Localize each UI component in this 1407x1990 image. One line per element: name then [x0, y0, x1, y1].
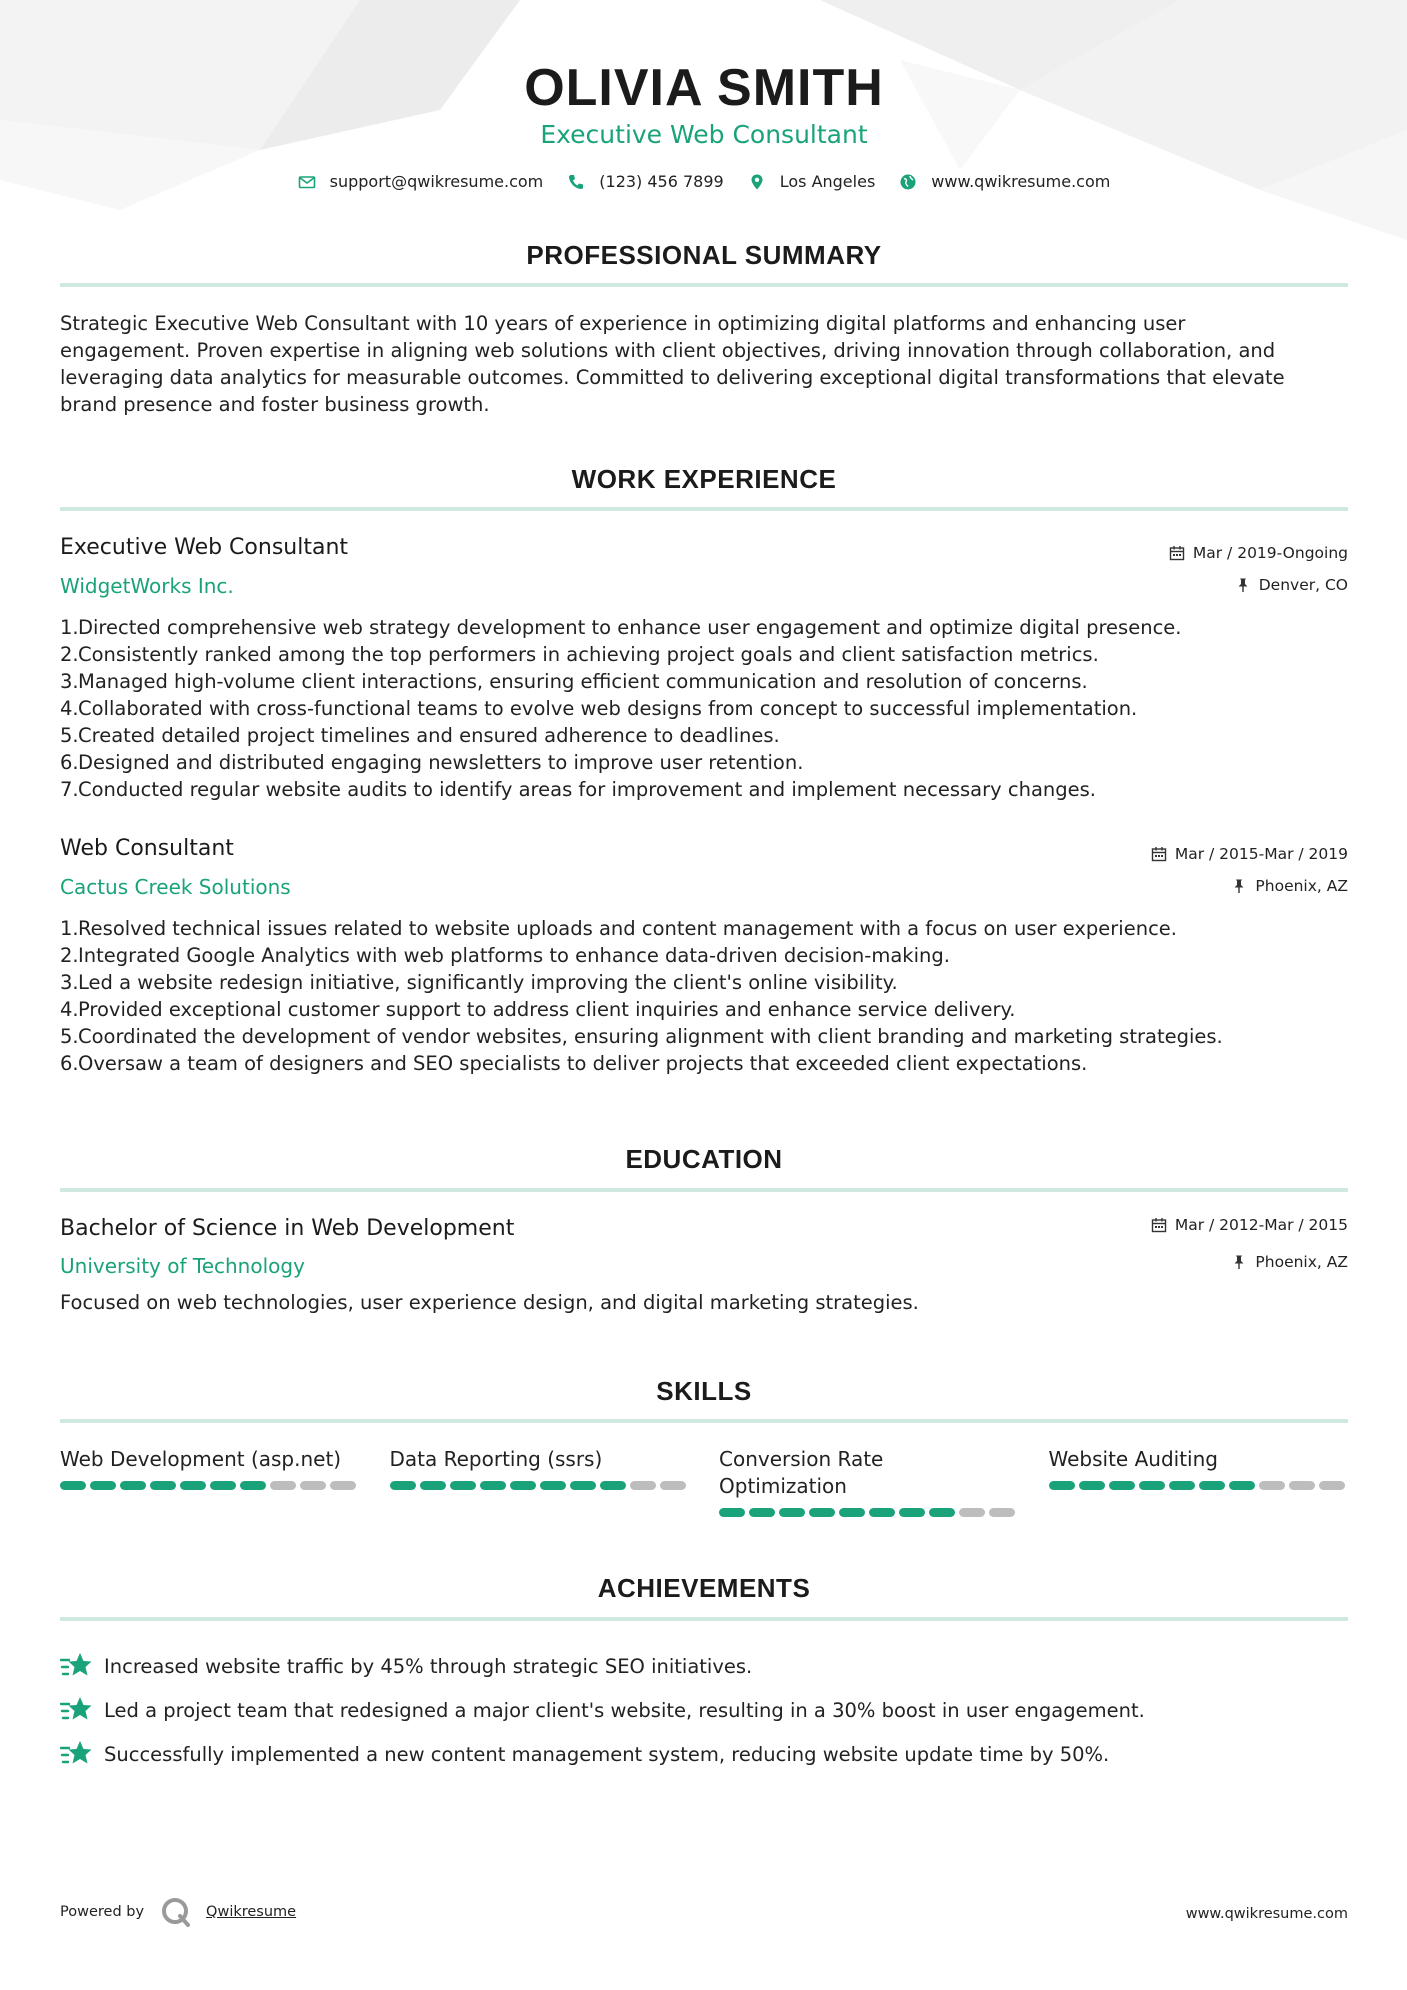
skill-segment-filled	[90, 1481, 116, 1490]
list-item: 3.Managed high-volume client interactions, ensuring efficient communication and resolution of concerns.	[60, 670, 1088, 693]
contact-location	[748, 172, 876, 191]
job-dates	[1151, 845, 1348, 863]
map-pin-icon	[748, 173, 766, 191]
skill-segment-empty	[959, 1508, 985, 1517]
list-item: 5.Coordinated the development of vendor websites, ensuring alignment with client branding and marketing strategies.	[60, 1025, 1223, 1048]
summary-line: leveraging data analytics for measurable outcomes. Committed to delivering exceptional digital transformations that elevate	[60, 366, 1285, 389]
skill-segment-filled	[869, 1508, 895, 1517]
education-dates	[1151, 1216, 1348, 1234]
skill-segment-filled	[1079, 1481, 1105, 1490]
skill-segment-filled	[390, 1481, 416, 1490]
summary-line: Strategic Executive Web Consultant with 10 years of experience in optimizing digital platforms and enhancing user	[60, 312, 1186, 335]
experience-divider	[60, 507, 1348, 511]
skill-segment-filled	[150, 1481, 176, 1490]
skill-level-bar	[60, 1481, 360, 1490]
list-item: Increased website traffic by 45% through strategic SEO initiatives.	[60, 1644, 1348, 1688]
skill-segment-filled	[450, 1481, 476, 1490]
list-item: 1.Directed comprehensive web strategy development to enhance user engagement and optimize digital presence.	[60, 616, 1182, 639]
skill-segment-filled	[480, 1481, 506, 1490]
skill-segment-filled	[839, 1508, 865, 1517]
skill-segment-filled	[210, 1481, 236, 1490]
summary-heading: PROFESSIONAL SUMMARY	[526, 240, 882, 270]
skill-segment-empty	[989, 1508, 1015, 1517]
star-icon	[60, 1739, 92, 1769]
contact-phone[interactable]	[567, 172, 723, 191]
envelope-icon	[298, 173, 316, 191]
skill-item	[719, 1446, 1019, 1517]
skill-level-bar	[390, 1481, 690, 1490]
job-duties-list	[60, 915, 1348, 1077]
skill-segment-filled	[899, 1508, 925, 1517]
skill-segment-filled	[180, 1481, 206, 1490]
list-item: 4.Collaborated with cross-functional teams to evolve web designs from concept to successful implementation.	[60, 697, 1138, 720]
job-dates-text: Mar / 2019-Ongoing	[1192, 544, 1348, 562]
skill-segment-empty	[270, 1481, 296, 1490]
skill-segment-filled	[1229, 1481, 1255, 1490]
skill-segment-filled	[779, 1508, 805, 1517]
candidate-role: Executive Web Consultant	[540, 120, 868, 149]
education-dates-text: Mar / 2012-Mar / 2015	[1174, 1216, 1348, 1234]
job-duties-list	[60, 614, 1348, 803]
list-item: 6.Oversaw a team of designers and SEO specialists to deliver projects that exceeded client expectations.	[60, 1052, 1088, 1075]
qwikresume-link[interactable]: Qwikresume	[206, 1904, 297, 1920]
experience-heading: WORK EXPERIENCE	[571, 464, 837, 494]
skill-segment-empty	[330, 1481, 356, 1490]
job-title: Executive Web Consultant	[60, 535, 349, 560]
education-description: Focused on web technologies, user experience design, and digital marketing strategies.	[60, 1291, 919, 1314]
degree-title: Bachelor of Science in Web Development	[60, 1216, 515, 1241]
pushpin-icon	[1231, 1254, 1247, 1270]
skill-segment-filled	[809, 1508, 835, 1517]
candidate-name: OLIVIA SMITH	[524, 59, 884, 117]
list-item: 6.Designed and distributed engaging newsletters to improve user retention.	[60, 751, 804, 774]
list-item: 7.Conducted regular website audits to identify areas for improvement and implement necessary changes.	[60, 778, 1096, 801]
skill-item	[60, 1446, 360, 1517]
education-heading: EDUCATION	[625, 1144, 783, 1174]
skill-name: Website Auditing	[1048, 1447, 1218, 1471]
skill-level-bar	[719, 1508, 1019, 1517]
globe-icon	[899, 173, 917, 191]
job-location-text: Phoenix, AZ	[1255, 877, 1348, 895]
skill-item	[1049, 1446, 1349, 1517]
job-dates	[1169, 544, 1348, 562]
skill-segment-empty	[300, 1481, 326, 1490]
contact-email-text: support@qwikresume.com	[329, 172, 544, 191]
job-location	[1235, 576, 1348, 594]
skill-segment-empty	[660, 1481, 686, 1490]
job-dates-text: Mar / 2015-Mar / 2019	[1174, 845, 1348, 863]
list-item: 2.Consistently ranked among the top performers in achieving project goals and client satisfaction metrics.	[60, 643, 1099, 666]
job-company: WidgetWorks Inc.	[60, 574, 234, 598]
summary-text	[60, 310, 1348, 418]
skill-segment-filled	[719, 1508, 745, 1517]
contact-website-text: www.qwikresume.com	[931, 172, 1111, 191]
skill-segment-filled	[120, 1481, 146, 1490]
summary-line: brand presence and foster business growth.	[60, 393, 490, 416]
skill-segment-filled	[749, 1508, 775, 1517]
summary-divider	[60, 283, 1348, 287]
skill-segment-filled	[570, 1481, 596, 1490]
calendar-icon	[1151, 1217, 1167, 1233]
pushpin-icon	[1231, 878, 1247, 894]
skill-item	[390, 1446, 690, 1517]
calendar-icon	[1151, 846, 1167, 862]
skill-segment-filled	[1169, 1481, 1195, 1490]
star-icon	[60, 1695, 92, 1725]
skill-segment-filled	[60, 1481, 86, 1490]
skill-level-bar	[1049, 1481, 1349, 1490]
skill-segment-empty	[630, 1481, 656, 1490]
list-item: Successfully implemented a new content management system, reducing website update time by 50%.	[60, 1732, 1348, 1776]
skill-name: Conversion Rate Optimization	[719, 1447, 884, 1498]
contact-website[interactable]	[899, 172, 1110, 191]
summary-line: engagement. Proven expertise in aligning web solutions with client objectives, driving innovation through collaboration, and	[60, 339, 1276, 362]
skill-segment-filled	[1199, 1481, 1225, 1490]
job-location-text: Denver, CO	[1258, 576, 1348, 594]
skill-segment-filled	[540, 1481, 566, 1490]
contact-location-text: Los Angeles	[779, 172, 876, 191]
contact-phone-text: (123) 456 7899	[599, 172, 724, 191]
skill-segment-empty	[1259, 1481, 1285, 1490]
achievements-divider	[60, 1617, 1348, 1621]
contact-email[interactable]	[298, 172, 544, 191]
footer-powered-by	[60, 1896, 296, 1928]
achievements-list	[60, 1644, 1348, 1776]
skill-segment-filled	[420, 1481, 446, 1490]
skills-heading: SKILLS	[656, 1376, 752, 1406]
skill-segment-empty	[1319, 1481, 1345, 1490]
job-company: Cactus Creek Solutions	[60, 875, 291, 899]
calendar-icon	[1169, 545, 1185, 561]
list-item: 3.Led a website redesign initiative, significantly improving the client's online visibility.	[60, 971, 898, 994]
list-item: 1.Resolved technical issues related to website uploads and content management with a focus on user experience.	[60, 917, 1177, 940]
list-item: 5.Created detailed project timelines and ensured adherence to deadlines.	[60, 724, 780, 747]
skill-segment-filled	[1049, 1481, 1075, 1490]
skill-segment-filled	[929, 1508, 955, 1517]
skill-segment-filled	[1139, 1481, 1165, 1490]
skill-name: Data Reporting (ssrs)	[389, 1447, 603, 1471]
skills-grid	[60, 1446, 1348, 1517]
pushpin-icon	[1235, 577, 1251, 593]
skill-segment-filled	[1109, 1481, 1135, 1490]
skill-segment-filled	[240, 1481, 266, 1490]
education-location	[1231, 1253, 1348, 1271]
powered-by-label: Powered by	[60, 1904, 145, 1920]
contact-bar	[60, 172, 1348, 191]
education-location-text: Phoenix, AZ	[1255, 1253, 1348, 1271]
list-item: Led a project team that redesigned a major client's website, resulting in a 30% boost in user engagement.	[60, 1688, 1348, 1732]
star-icon	[60, 1651, 92, 1681]
footer-website[interactable]: www.qwikresume.com	[1185, 1906, 1348, 1922]
school-name: University of Technology	[60, 1254, 305, 1278]
education-divider	[60, 1188, 1348, 1192]
list-item: 2.Integrated Google Analytics with web platforms to enhance data-driven decision-making.	[60, 944, 950, 967]
job-location	[1231, 877, 1348, 895]
achievements-heading: ACHIEVEMENTS	[597, 1573, 811, 1603]
list-item: 4.Provided exceptional customer support to address client inquiries and enhance service delivery.	[60, 998, 1016, 1021]
qwikresume-logo-icon	[160, 1896, 192, 1928]
skill-segment-filled	[510, 1481, 536, 1490]
skills-divider	[60, 1419, 1348, 1423]
job-title: Web Consultant	[60, 836, 234, 861]
skill-segment-empty	[1289, 1481, 1315, 1490]
phone-icon	[567, 173, 585, 191]
skill-segment-filled	[600, 1481, 626, 1490]
skill-name: Web Development (asp.net)	[60, 1447, 342, 1471]
